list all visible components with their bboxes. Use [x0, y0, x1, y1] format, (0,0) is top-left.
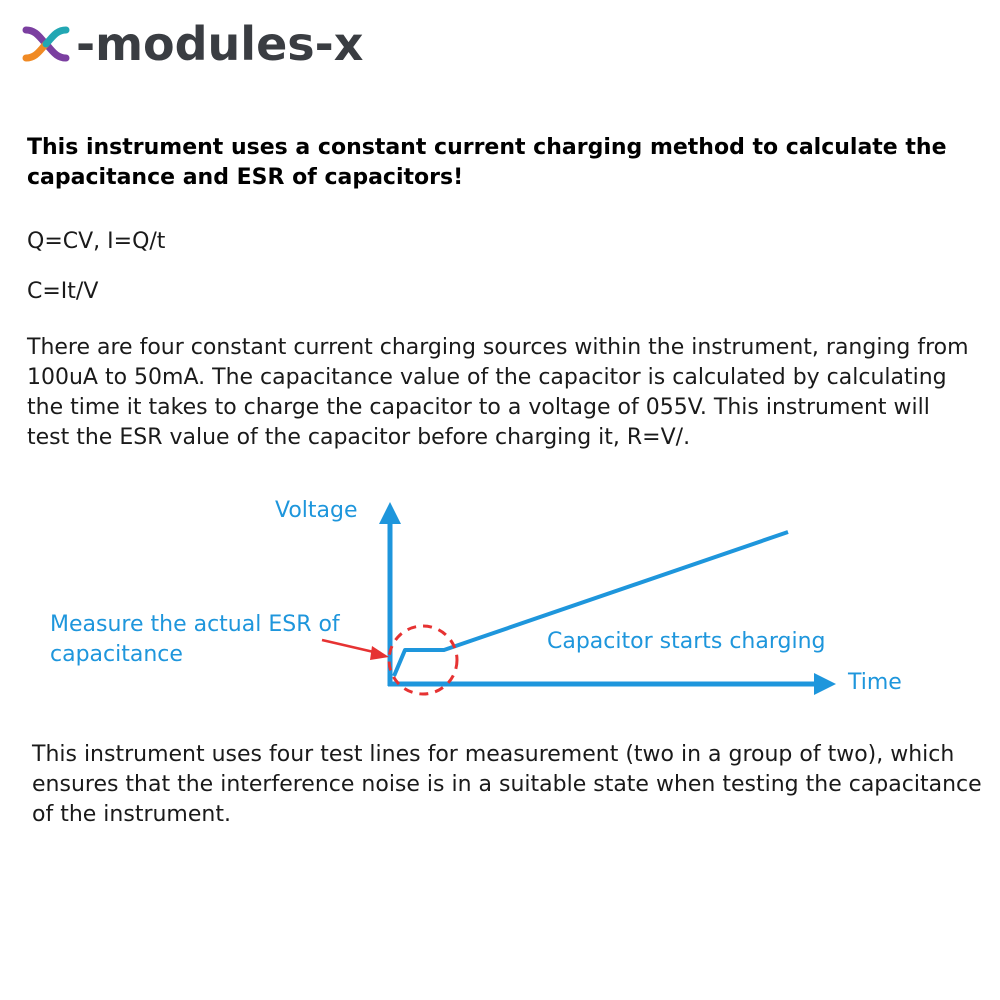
test-lines-paragraph: This instrument uses four test lines for measurement (two in a group of two), which ensures that the interference noise is in a suitable state when testing the capacitance of the instrument. — [32, 742, 982, 827]
brand-name: -modules-x — [76, 17, 364, 71]
formula-charge: Q=CV, I=Q/t — [27, 229, 166, 254]
charging-diagram — [0, 490, 1000, 720]
x-logo-icon — [20, 22, 72, 66]
y-axis-arrow — [379, 502, 401, 524]
esr-annotation: Measure the actual ESR of capacitance — [50, 612, 340, 667]
x-axis-label: Time — [848, 670, 902, 695]
description-paragraph: There are four constant current charging sources within the instrument, ranging from 100uA to 50mA. The capacitance value of the capacitor is calculated by calculating the time it takes to charge the capacitor to a voltage of 055V. This instrument will test the ESR value of the capacitor before charging it, R=V/. — [27, 335, 969, 450]
headline: This instrument uses a constant current charging method to calculate the capacitance and ESR of capacitors! — [27, 135, 947, 190]
formula-capacitance: C=It/V — [27, 279, 99, 304]
charging-annotation: Capacitor starts charging — [547, 629, 826, 654]
y-axis-label: Voltage — [275, 498, 358, 523]
brand-logo — [20, 18, 363, 70]
esr-pointer-head — [370, 646, 389, 660]
x-axis-arrow — [814, 673, 836, 695]
